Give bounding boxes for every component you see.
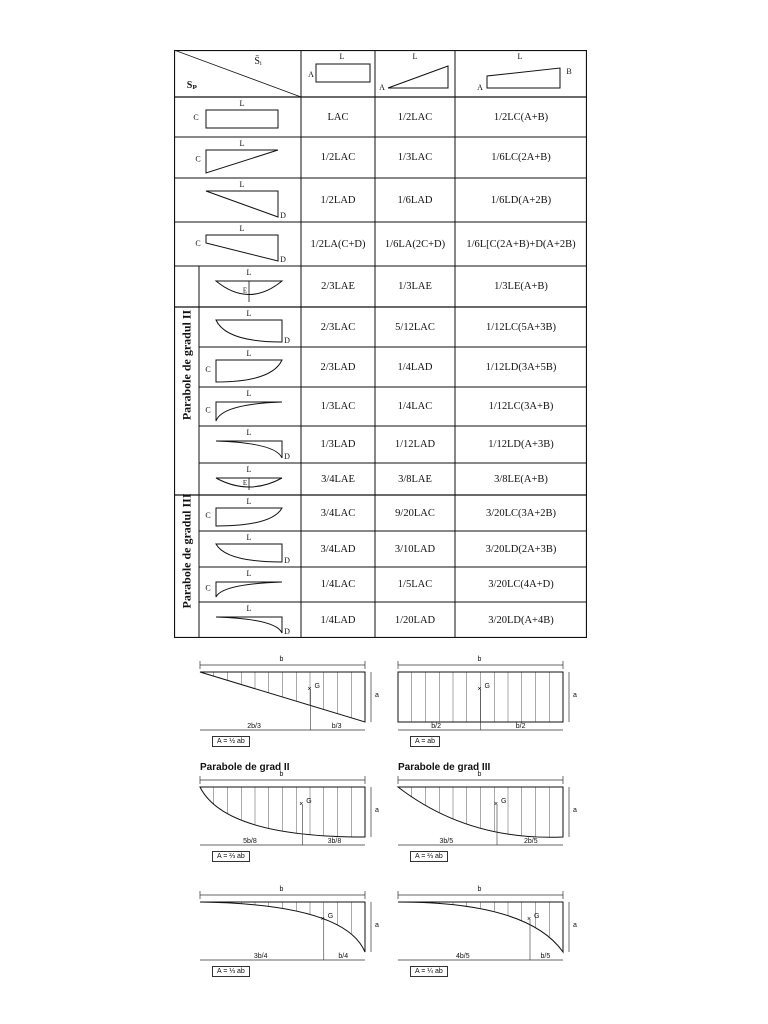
table-cell: 1/3LAC: [320, 401, 356, 412]
section-title-degree-3: Parabole de grad III: [398, 762, 491, 773]
section-title-degree-2: Parabole de grad II: [200, 762, 290, 773]
dim-right: b/3: [331, 723, 342, 730]
table-cell: 2/3LAE: [321, 281, 355, 292]
shape-label-C: C: [205, 583, 211, 593]
shape-label-L: L: [239, 99, 245, 108]
shape-label-E: E: [242, 479, 248, 487]
table-cell: 3/8LE(A+B): [494, 473, 548, 485]
area-formula: A = ⅔ ab: [212, 851, 250, 862]
table-cell: 3/4LAE: [321, 473, 355, 485]
table-cell: 1/6LD(A+2B): [490, 194, 552, 206]
table-cell: 3/10LAD: [394, 543, 436, 555]
table-cell: 3/20LD(2A+3B): [485, 543, 557, 555]
dim-left: 4b/5: [456, 953, 470, 960]
header-L: L: [339, 52, 345, 61]
table-cell: 1/3LAD: [320, 439, 356, 450]
table-cell: 5/12LAC: [395, 321, 435, 333]
shape-label-L: L: [239, 180, 245, 189]
shape-label-L: L: [246, 465, 252, 474]
label-b: b: [279, 656, 284, 663]
header-L: L: [517, 52, 523, 61]
table-cell: 3/20LD(A+4B): [488, 614, 554, 626]
centroid-mark: ×: [320, 916, 325, 923]
group-label-degree-2: Parabole de gradul II: [179, 309, 193, 420]
shape-label-L: L: [239, 224, 245, 233]
shape-label-C: C: [205, 405, 211, 415]
shape-label-L: L: [239, 139, 245, 148]
shape-label-L: L: [246, 497, 252, 506]
shape-label-L: L: [246, 569, 252, 578]
area-formula: A = ½ ab: [212, 736, 250, 747]
table-cell: 1/6LC(2A+B): [491, 152, 551, 163]
shape-label-D: D: [280, 211, 286, 220]
label-a: a: [573, 922, 577, 929]
label-b: b: [279, 886, 284, 893]
shape-label-L: L: [246, 389, 252, 398]
table-cell: 1/12LD(A+3B): [488, 439, 554, 450]
shape-label-D: D: [284, 336, 290, 345]
area-formula: A = ⅓ ab: [212, 966, 250, 977]
label-G: G: [484, 683, 490, 690]
table-cell: LAC: [327, 111, 349, 123]
mask-region: [398, 902, 563, 953]
shape-label-L: L: [246, 268, 252, 277]
table-cell: 1/2LA(C+D): [310, 238, 366, 250]
table-cell: 1/6LA(2C+D): [384, 238, 446, 250]
table-cell: 2/3LAC: [320, 321, 356, 333]
table-cell: 1/4LAD: [397, 361, 433, 373]
table-cell: 3/20LC(4A+D): [488, 579, 554, 590]
shape-label-L: L: [246, 604, 252, 613]
label-b: b: [477, 771, 482, 778]
dim-right: b/5: [540, 953, 551, 960]
label-a: a: [375, 922, 379, 929]
header-L: L: [412, 52, 418, 61]
table-cell: 1/2LAC: [320, 152, 356, 163]
shape-label-L: L: [246, 428, 252, 437]
centroid-mark: ×: [477, 686, 482, 693]
shape-label-L: L: [246, 309, 252, 318]
label-b: b: [477, 656, 482, 663]
shape-label-D: D: [284, 452, 290, 461]
table-cell: 1/6L[C(2A+B)+D(A+2B): [466, 238, 576, 250]
table-cell: 1/4LAC: [397, 401, 433, 412]
table-cell: 1/12LC(5A+3B): [485, 321, 557, 333]
centroid-mark: ×: [494, 801, 499, 808]
label-a: a: [375, 807, 379, 814]
label-G: G: [314, 683, 320, 690]
label-a: a: [573, 807, 577, 814]
shape-label-C: C: [193, 113, 199, 122]
header-A: A: [308, 70, 314, 79]
table-cell: 1/2LAD: [320, 194, 356, 206]
shape-label-D: D: [284, 556, 290, 565]
shape-label-L: L: [246, 533, 252, 542]
dim-right: b/2: [515, 723, 526, 730]
centroid-mark: ×: [307, 686, 312, 693]
label-G: G: [327, 913, 334, 920]
table-cell: 1/3LE(A+B): [494, 281, 548, 292]
centroid-mark: ×: [527, 916, 532, 923]
dim-left: 5b/8: [243, 838, 257, 845]
shape-label-D: D: [280, 255, 286, 264]
table-cell: 1/6LAD: [397, 194, 433, 206]
table-cell: 1/12LD(3A+5B): [485, 361, 557, 373]
table-cell: 3/4LAD: [320, 543, 356, 555]
dim-left: 3b/5: [439, 838, 454, 845]
dim-right: 3b/8: [327, 838, 342, 845]
dim-right: b/4: [338, 953, 349, 960]
area-formula: A = ¼ ab: [410, 966, 448, 977]
dim-left: b/2: [431, 723, 441, 730]
table-cell: 1/2LAC: [397, 111, 433, 123]
header-si: S̄ᵢ: [254, 56, 262, 67]
table-cell: 9/20LAC: [395, 507, 435, 519]
label-b: b: [477, 886, 482, 893]
centroid-mark: ×: [299, 801, 304, 808]
shape-label-E: E: [242, 286, 248, 295]
dim-left: 2b/3: [247, 723, 261, 730]
dim-right: 2b/5: [524, 838, 538, 845]
shape-label-D: D: [284, 627, 290, 636]
label-G: G: [534, 913, 540, 920]
table-cell: 3/8LAE: [398, 473, 432, 485]
area-formula: A = ab: [410, 736, 440, 747]
table-cell: 2/3LAD: [320, 361, 356, 373]
table-cell: 1/3LAC: [397, 152, 433, 163]
table-cell: 1/3LAE: [398, 281, 432, 292]
label-a: a: [375, 692, 379, 699]
label-b: b: [279, 771, 284, 778]
table-cell: 1/12LAD: [394, 439, 436, 450]
table-cell: 1/2LC(A+B): [493, 111, 549, 123]
table-cell: 1/4LAC: [320, 579, 356, 590]
shape-label-C: C: [195, 239, 201, 248]
table-cell: 1/20LAD: [394, 614, 436, 626]
header-A: A: [379, 83, 385, 92]
dim-left: 3b/4: [253, 953, 268, 960]
header-sp: Sₚ: [186, 80, 198, 91]
header-A: A: [477, 83, 483, 92]
table-cell: 1/4LAD: [320, 614, 356, 626]
shape-label-C: C: [195, 154, 201, 164]
label-G: G: [501, 798, 507, 805]
shape-label-L: L: [246, 349, 252, 358]
table-cell: 3/4LAC: [320, 507, 356, 519]
header-B: B: [566, 67, 572, 76]
table-cell: 1/12LC(3A+B): [488, 401, 554, 412]
shape-label-C: C: [205, 365, 211, 374]
label-G: G: [306, 798, 312, 805]
area-formula: A = ⅔ ab: [410, 851, 448, 862]
table-cell: 1/5LAC: [397, 579, 433, 590]
label-a: a: [573, 692, 577, 699]
table-cell: 3/20LC(3A+2B): [485, 507, 557, 519]
group-label-degree-3: Parabole de gradul III: [179, 492, 193, 609]
shape-label-C: C: [205, 511, 211, 520]
